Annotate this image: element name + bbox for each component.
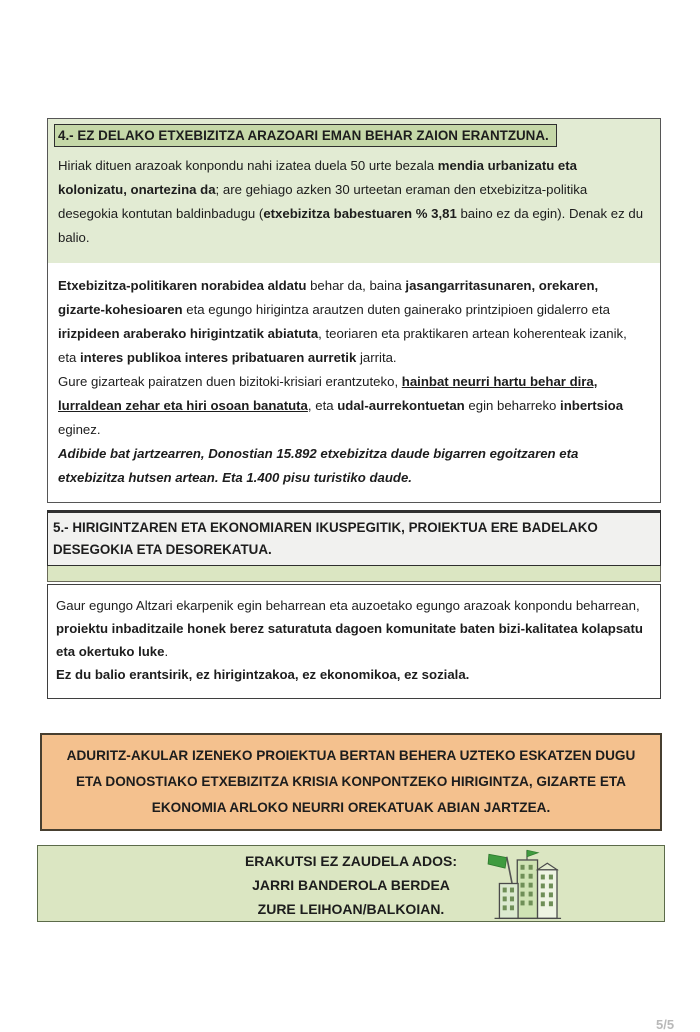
section-5-panel: [47, 510, 661, 699]
section-4-white-zone: [48, 263, 660, 502]
section-4-heading: 4.- EZ DELAKO ETXEBIZITZA ARAZOARI EMAN BEHAR ZAION ERANTZUNA.: [54, 124, 557, 147]
section-5-body-box: [47, 584, 661, 699]
section-5-paragraph-1: Gaur egungo Altzari ekarpenik egin beharrean eta auzoetako egungo arazoak konpondu beharrean, proiektu inbaditzaile honek berez saturatuta dagoen komunitate baten bizi-kalitatea kolapsatu eta okertuko luke.: [56, 598, 643, 659]
green-flag-banner: [37, 845, 665, 922]
buildings-with-green-flags-icon: [486, 847, 568, 920]
section-4-panel: [47, 118, 661, 503]
section-4-paragraph-4: Adibide bat jartzearren, Donostian 15.892 etxebizitza daude bigarren egoitzaren eta etxebizitza hutsen artean. Eta 1.400 pisu turistiko daude.: [58, 446, 579, 485]
section-4-green-zone: [48, 119, 660, 263]
page-indicator: 5/5: [656, 1017, 675, 1032]
demand-banner: ADURITZ-AKULAR IZENEKO PROIEKTUA BERTAN BEHERA UZTEKO ESKATZEN DUGU ETA DONOSTIAKO ETXEBIZITZA KRISIA KONPONTZEKO HIRIGINTZA, GIZARTE ETA EKONOMIA ARLOKO NEURRI OREKATUAK ABIAN JARTZEA.: [40, 733, 662, 831]
section-4-paragraph-3: Gure gizarteak pairatzen duen bizitoki-krisiari erantzuteko, hainbat neurri hartu behar dira, lurraldean zehar eta hiri osoan banatuta, eta udal-aurrekontuetan egin beharreko inbertsioa eginez.: [58, 374, 624, 437]
section-4-paragraph-1: Hiriak dituen arazoak konpondu nahi izatea duela 50 urte bezala mendia urbanizatu eta kolonizatu, onartezina da; are gehiago azken 30 urteetan eraman den etxebizitza-politika desegokia kontutan baldinbadugu (etxebizitza babestuaren % 3,81 baino ez da egin). Denak ez du balio.: [58, 158, 644, 245]
section-5-heading: 5.- HIRIGINTZAREN ETA EKONOMIAREN IKUSPEGITIK, PROIEKTUA ERE BADELAKO DESEGOKIA ETA DESOREKATUA.: [47, 510, 661, 566]
section-5-paragraph-2: Ez du balio erantsirik, ez hirigintzakoa, ez ekonomikoa, ez soziala.: [56, 667, 470, 682]
section-5-green-strip: [47, 566, 661, 582]
section-4-paragraph-2: Etxebizitza-politikaren norabidea aldatu behar da, baina jasangarritasunaren, orekaren, gizarte-kohesioaren eta egungo hirigintza arautzen duten gainerako printzipioen gidalerro eta irizpideen araberako hirigintzatik abiatuta, teoriaren eta praktikaren artean koherenteak izanik, eta interes publikoa interes pribatuaren aurretik jarrita.: [58, 278, 627, 365]
green-flag-banner-text: ERAKUTSI EZ ZAUDELA ADOS: JARRI BANDEROLA BERDEA ZURE LEIHOAN/BALKOIAN.: [244, 853, 458, 917]
